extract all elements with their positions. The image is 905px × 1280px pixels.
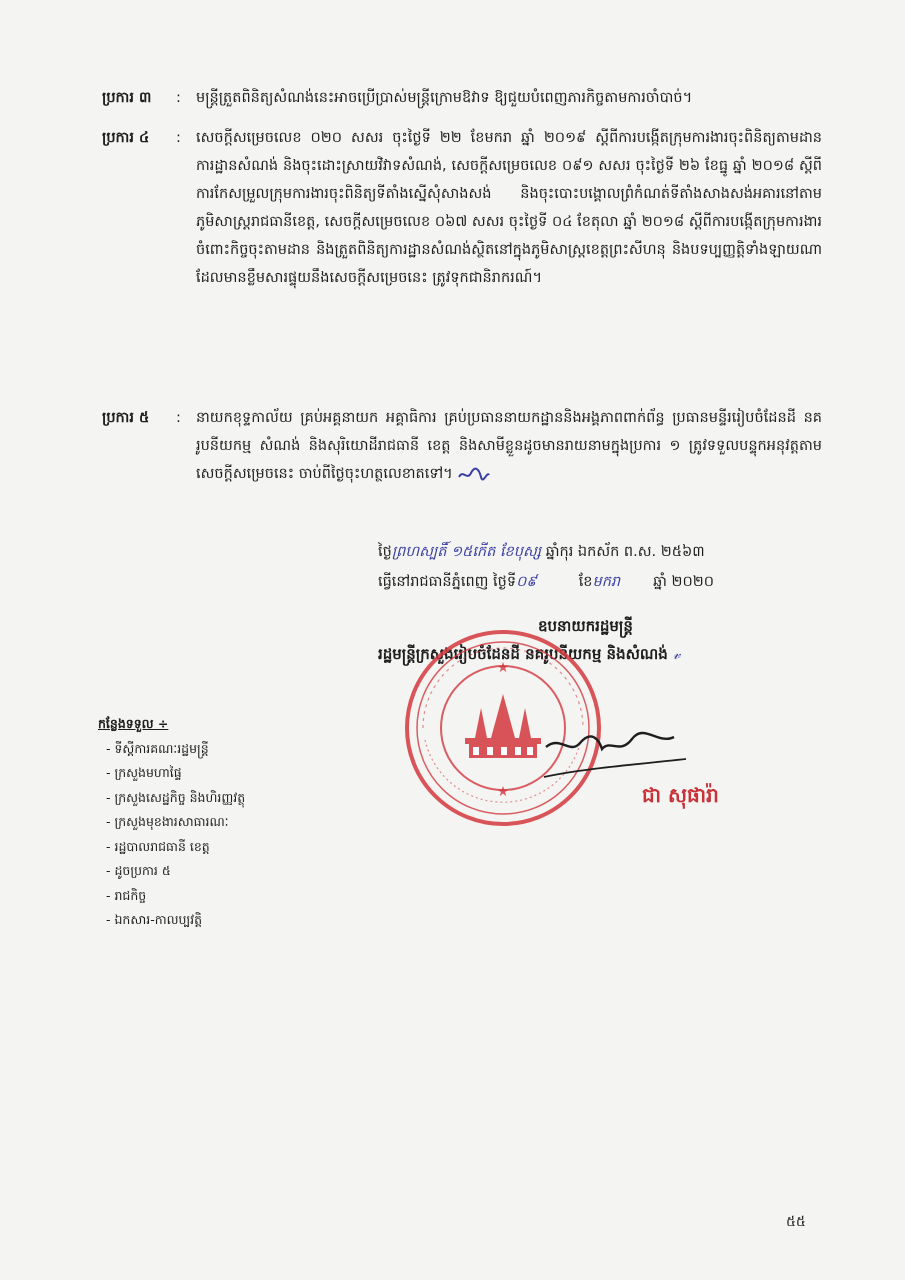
article-5 [102, 404, 822, 488]
recipient-item: - រដ្ឋបាលរាជធានី ខេត្ត [106, 838, 210, 854]
article-5-body: នាយកខុទ្ទកាល័យ គ្រប់អគ្គនាយក អគ្គាធិការ គ្រប់ប្រធាននាយកដ្ឋាននិងអង្គភាពពាក់ព័ន្ធ ប្រធានមន្ទីររៀបចំដែនដី នគរូបនីយកម្ម សំណង់ និងសុរិយោដីរាជធានី ខេត្ត និងសាមីខ្លួនដូចមានរាយនាមក្នុងប្រការ ១ ត្រូវទទួលបន្ទុកអនុវត្តតាមសេចក្តីសម្រេចនេះ ចាប់ពីថ្ងៃចុះហត្ថលេខាតទៅ។ [196, 410, 822, 482]
svg-text:★: ★ [496, 660, 510, 676]
handwritten-signature [540, 725, 690, 785]
recipient-item: - ក្រសួងមហាផ្ទៃ [106, 765, 182, 780]
recipient-item: - ដូចប្រការ ៥ [106, 863, 171, 878]
signatory-title-2-text: រដ្ឋមន្ត្រីក្រសួងរៀបចំដែនដី នគរូបនីយកម្ម និងសំណង់ [378, 645, 668, 663]
recipient-item: - រាជកិច្ច [106, 887, 147, 903]
article-5-label: ប្រការ ៥ [102, 410, 150, 426]
article-3-colon: : [176, 90, 181, 106]
recipient-item: - ទីស្តីការគណៈរដ្ឋមន្ត្រី [106, 740, 209, 756]
lunar-date-suffix: ឆ្នាំកុរ ឯកស័ក ព.ស. ២៥៦៣ [545, 544, 705, 560]
lunar-date-handwritten: ព្រហស្បតិ៍ ១៥កើត ខែបុស្ស [391, 544, 542, 560]
month-label: ខែ [578, 574, 593, 590]
initial-signature [457, 465, 491, 483]
article-3 [102, 84, 822, 112]
article-4-colon: : [176, 130, 181, 146]
recipient-item: - ក្រសួងមុខងារសាធារណៈ [106, 814, 229, 829]
page-number: ៥៥ [786, 1214, 806, 1230]
recipient-item: - ក្រសួងសេដ្ឋកិច្ច និងហិរញ្ញវត្ថុ [106, 789, 246, 805]
recipients-title: កន្លែងទទួល ÷ [98, 716, 169, 731]
place-date-line [378, 568, 714, 596]
article-3-label: ប្រការ ៣ [102, 90, 152, 106]
article-4 [102, 124, 822, 292]
year-text: ឆ្នាំ ២០២០ [653, 574, 715, 590]
recipient-item: - ឯកសារ-កាលប្បវត្តិ [106, 912, 203, 927]
month-handwritten: មករា [592, 574, 621, 590]
signer-name: ជា សុផារ៉ា [642, 783, 719, 807]
place-date-prefix: ធ្វើនៅរាជធានីភ្នំពេញ ថ្ងៃទី [378, 574, 517, 590]
article-5-text [196, 404, 822, 488]
article-5-colon: : [176, 410, 181, 426]
signatory-title-1: ឧបនាយករដ្ឋមន្ត្រី [538, 617, 633, 635]
lunar-date-prefix: ថ្ងៃ [378, 544, 392, 560]
lunar-date-line [378, 538, 705, 566]
article-3-text: មន្ត្រីត្រួតពិនិត្យសំណង់នេះអាចប្រើប្រាស់មន្ត្រីក្រោមឱវាទ ឱ្យជួយបំពេញភារកិច្ចតាមការចាំបាច់។ [196, 90, 693, 106]
article-4-text: សេចក្តីសម្រេចលេខ ០២០ សសរ ចុះថ្ងៃទី ២២ ខែមករា ឆ្នាំ ២០១៩ ស្តីពីការបង្កើតក្រុមការងារចុះពិនិត្យតាមដានការដ្ឋានសំណង់ និងចុះដោះស្រាយវិវាទសំណង់, សេចក្តីសម្រេចលេខ ០៩១ សសរ ចុះថ្ងៃទី ២៦ ខែធ្នូ ឆ្នាំ ២០១៨ ស្តីពីការកែសម្រួលក្រុមការងារចុះពិនិត្យទីតាំងស្នើសុំសាងសង់ និងចុះបោះបង្គោលព្រំកំណត់ទីតាំងសាងសង់អគារនៅតាមភូមិសាស្ត្ររាជធានីខេត្ត, សេចក្តីសម្រេចលេខ ០៦៧ សសរ ចុះថ្ងៃទី ០៤ ខែតុលា ឆ្នាំ ២០១៨ ស្តីពីការបង្កើតក្រុមការងារចំពោះកិច្ចចុះតាមដាន និងត្រួតពិនិត្យការដ្ឋានសំណង់ស្ថិតនៅក្នុងភូមិសាស្ត្រខេត្តព្រះសីហនុ និងបទប្បញ្ញត្តិទាំងឡាយណា ដែលមានខ្លឹមសារផ្ទុយនឹងសេចក្តីសម្រេចនេះ ត្រូវទុកជានិរាករណ៍។ [196, 130, 822, 286]
day-handwritten: ០៩ [516, 574, 537, 590]
article-4-label: ប្រការ ៤ [102, 130, 150, 146]
recipients-list [98, 712, 245, 933]
svg-text:★: ★ [496, 784, 510, 800]
title-check-mark: 𝓋 [672, 645, 681, 663]
